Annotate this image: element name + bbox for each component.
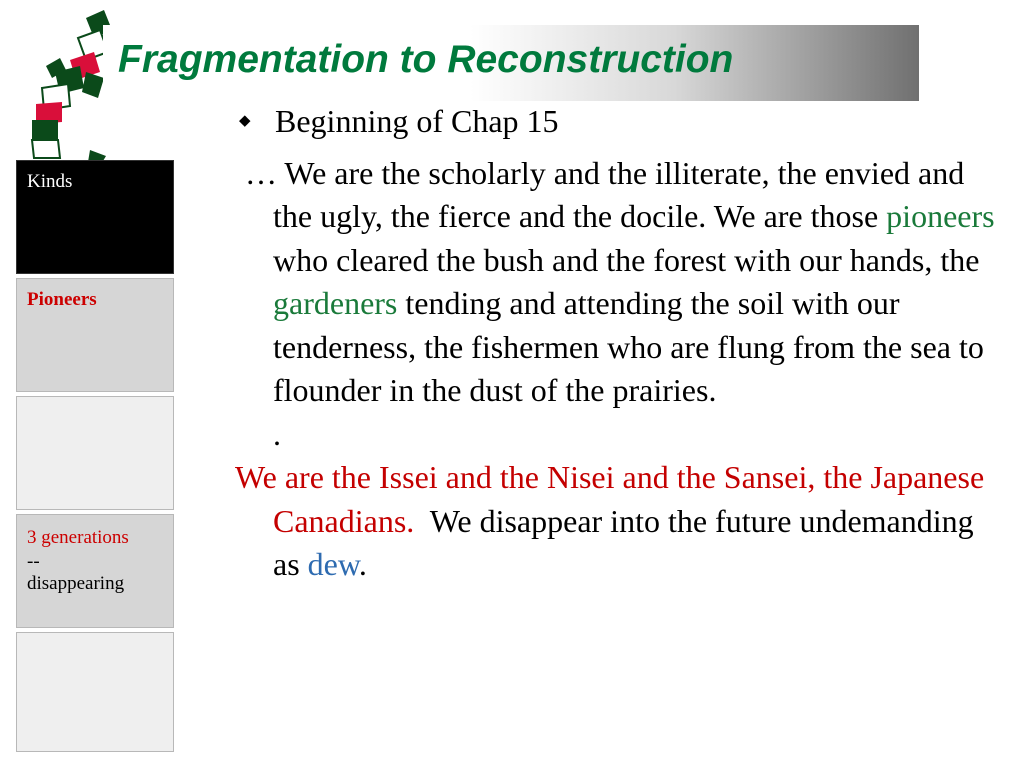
closing-red-text: We are the Issei and the Nisei and the Sansei, the Japanese Canadians.	[235, 459, 985, 539]
word-dew: dew	[307, 546, 359, 582]
quote-dot: .	[273, 415, 281, 452]
disappearing-label: disappearing	[27, 573, 125, 594]
slide-title: Fragmentation to Reconstruction	[118, 38, 734, 81]
closing-paragraph	[235, 456, 1005, 587]
table-cell-generations	[16, 514, 174, 628]
table-cell-empty	[16, 632, 174, 752]
quote-text-b: who cleared the bush and the forest with our hands, the	[273, 241, 980, 278]
word-pioneers: pioneers	[886, 198, 995, 234]
closing-period: .	[358, 546, 367, 582]
quote-paragraph	[235, 152, 1005, 457]
table-cell-empty	[16, 396, 174, 510]
table-cell-pioneers: Pioneers	[16, 278, 174, 392]
closing-text-b: We disappear into the future undemanding as	[273, 502, 982, 582]
quote-text-c: tending and attending the soil with our tenderness, the fishermen who are flung from the sea to flounder in the dust of the prairies.	[273, 285, 984, 408]
generations-label: 3 generations	[27, 527, 129, 548]
bullet-item	[235, 100, 1005, 144]
bullet-text: Beginning of Chap 15	[275, 103, 559, 139]
table-cell-kinds: Kinds	[16, 160, 174, 274]
word-gardeners: gardeners	[273, 285, 398, 321]
slide-body	[235, 100, 1005, 587]
quote-text-a: … We are the scholarly and the illiterate, the envied and the ugly, the fierce and the docile. We are those	[245, 154, 965, 234]
diamond-bullet-icon: ◆	[239, 113, 251, 129]
generations-dash: --	[27, 551, 40, 572]
